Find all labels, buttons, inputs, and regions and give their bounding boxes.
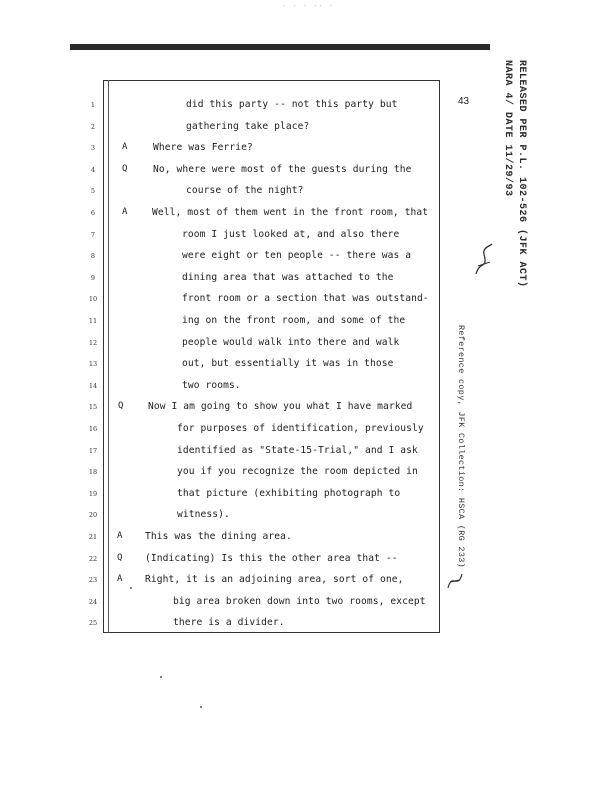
- transcript-line: out, but essentially it was in those: [182, 358, 394, 370]
- line-number: 13: [88, 360, 98, 369]
- transcript-line: for purposes of identification, previously: [177, 423, 424, 434]
- scan-speck: [130, 587, 132, 589]
- scan-artifact: · · · ·· ·: [282, 2, 335, 10]
- transcript-line: two rooms.: [182, 379, 241, 391]
- speaker-label: Q: [117, 552, 123, 563]
- reference-note: Reference copy, JFK Collection: HSCA (RG 233): [456, 325, 466, 569]
- line-number: 21: [88, 533, 98, 541]
- line-number: 9: [90, 273, 96, 282]
- transcript-line: ing on the front room, and some of the: [182, 315, 406, 326]
- line-number: 11: [88, 317, 98, 325]
- binding-bar: [70, 44, 490, 50]
- transcript-line: front room or a section that was outstand-: [182, 293, 429, 305]
- transcript-line: (Indicating) Is this the other area that --: [145, 552, 398, 564]
- scan-speck: [160, 676, 162, 678]
- transcript-line: you if you recognize the room depicted in: [177, 466, 418, 478]
- transcript-line: witness).: [177, 509, 230, 521]
- line-number: 14: [88, 381, 98, 390]
- transcript-line: people would walk into there and walk: [182, 336, 400, 348]
- scan-speck: [200, 706, 202, 708]
- speaker-label: Q: [122, 163, 128, 174]
- line-number: 25: [88, 619, 98, 628]
- line-number: 4: [90, 165, 96, 174]
- transcript-line: there is a divider.: [173, 617, 285, 629]
- transcript-line: dining area that was attached to the: [182, 271, 394, 283]
- transcript-line: Now I am going to show you what I have marked: [148, 401, 413, 413]
- line-number: 5: [90, 187, 96, 196]
- line-number: 2: [90, 122, 96, 131]
- line-number: 23: [88, 576, 98, 585]
- speaker-label: A: [117, 574, 123, 585]
- line-number: 18: [88, 468, 98, 477]
- margin-rule: [108, 80, 109, 633]
- line-number: 7: [90, 230, 96, 239]
- transcript-line: that picture (exhibiting photograph to: [177, 487, 401, 499]
- line-number: 17: [88, 446, 98, 455]
- transcript-line: did this party -- not this party but: [186, 99, 398, 110]
- speaker-label: A: [122, 142, 128, 153]
- transcript-line: No, where were most of the guests during the: [153, 163, 412, 175]
- handwritten-initials: [444, 568, 466, 594]
- speaker-label: A: [117, 531, 123, 541]
- transcript-line: course of the night?: [186, 185, 304, 197]
- handwritten-signature: [472, 240, 496, 280]
- release-stamp-line: NARA 4/ DATE 11/29/93: [502, 60, 513, 197]
- transcript-line: Well, most of them went in the front room, that: [152, 207, 429, 218]
- line-number: 8: [90, 252, 96, 261]
- line-number: 10: [88, 295, 98, 304]
- release-stamp-line: RELEASED PER P.L. 102-526 (JFK ACT): [516, 60, 527, 288]
- page-number: 43: [458, 96, 470, 107]
- transcript-line: Right, it is an adjoining area, sort of one,: [145, 574, 404, 586]
- transcript-line: were eight or ten people -- there was a: [182, 250, 412, 262]
- line-number: 1: [90, 101, 96, 109]
- line-number: 22: [88, 554, 98, 563]
- line-number: 3: [90, 144, 96, 153]
- speaker-label: A: [122, 207, 128, 217]
- line-number: 20: [88, 511, 98, 520]
- speaker-label: Q: [118, 401, 124, 412]
- release-stamp: [500, 60, 528, 288]
- transcript-line: identified as "State-15-Trial," and I ask: [177, 444, 418, 456]
- line-number: 19: [88, 489, 98, 498]
- line-number: 6: [90, 209, 96, 217]
- line-number: 12: [88, 338, 98, 347]
- transcript-line: big area broken down into two rooms, except: [173, 595, 426, 607]
- line-number: 16: [88, 425, 98, 433]
- transcript-line: room I just looked at, and also there: [182, 228, 400, 240]
- transcript-line: Where was Ferrie?: [153, 142, 253, 154]
- line-number: 24: [88, 597, 98, 606]
- line-number: 15: [88, 403, 98, 412]
- transcript-line: This was the dining area.: [145, 531, 292, 542]
- transcript-line: gathering take place?: [186, 120, 310, 132]
